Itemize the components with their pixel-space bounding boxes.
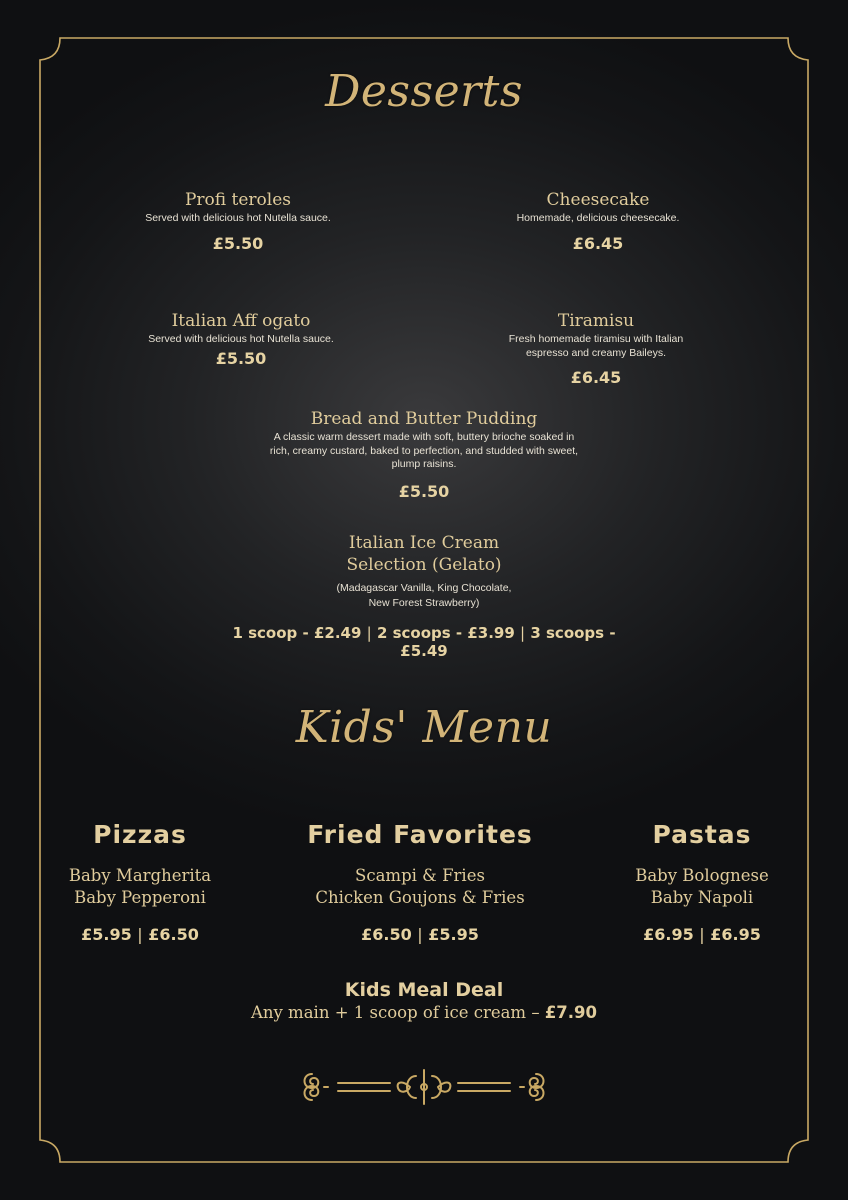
price-separator: | xyxy=(137,925,143,944)
dessert-desc: Served with delicious hot Nutella sauce. xyxy=(145,212,331,224)
kids-price: £6.95 xyxy=(710,925,761,944)
dessert-price: £5.50 xyxy=(398,481,450,501)
dessert-desc: Fresh homemade tiramisu with Italian espresso and creamy Baileys. xyxy=(508,333,684,359)
desserts-title: Desserts xyxy=(325,66,523,117)
dessert-desc: Homemade, delicious cheesecake. xyxy=(516,212,680,224)
deal-description: Any main + 1 scoop of ice cream – xyxy=(250,1003,545,1022)
kids-item: Chicken Goujons & Fries xyxy=(315,888,525,907)
dessert-item xyxy=(268,408,580,501)
gelato-name: Selection (Gelato) xyxy=(346,555,502,575)
kids-item: Baby Pepperoni xyxy=(74,888,206,907)
dessert-item xyxy=(488,189,708,253)
gelato-price: 2 scoops - £3.99 xyxy=(376,624,515,642)
kids-column-heading: Fried Favorites xyxy=(307,820,533,849)
kids-column-heading: Pastas xyxy=(652,820,752,849)
price-separator: | xyxy=(366,624,372,642)
deal-heading: Kids Meal Deal xyxy=(344,979,504,1001)
gelato-price: 1 scoop - £2.49 xyxy=(232,624,362,642)
dessert-price: £6.45 xyxy=(570,368,622,387)
deal-text xyxy=(0,1003,848,1022)
deal-price: £7.90 xyxy=(544,1003,598,1022)
kids-prices xyxy=(280,925,560,944)
kids-item: Scampi & Fries xyxy=(355,866,485,885)
dessert-item xyxy=(148,310,334,368)
dessert-price: £5.50 xyxy=(212,233,264,253)
kids-item: Baby Napoli xyxy=(650,888,754,907)
price-separator: | xyxy=(699,925,705,944)
dessert-name: Profi teroles xyxy=(184,190,292,210)
dessert-desc: Served with delicious hot Nutella sauce. xyxy=(148,333,334,345)
kids-item: Baby Bolognese xyxy=(635,866,769,885)
gelato-prices xyxy=(224,624,624,660)
flourish-ornament-icon xyxy=(298,1066,550,1108)
price-separator: | xyxy=(417,925,423,944)
gelato-item xyxy=(224,532,624,660)
dessert-name: Cheesecake xyxy=(546,190,650,210)
price-separator: | xyxy=(520,624,526,642)
kids-price: £5.95 xyxy=(81,925,132,944)
dessert-price: £6.45 xyxy=(572,233,624,253)
kids-price: £5.95 xyxy=(428,925,479,944)
dessert-name: Tiramisu xyxy=(557,311,635,331)
kids-item: Baby Margherita xyxy=(68,866,212,885)
kids-prices xyxy=(602,925,802,944)
kids-column-pastas xyxy=(602,820,802,944)
kids-price: £6.95 xyxy=(643,925,694,944)
kids-menu-title: Kids' Menu xyxy=(295,702,553,753)
kids-price: £6.50 xyxy=(148,925,199,944)
gelato-desc: (Madagascar Vanilla, King Chocolate, xyxy=(336,582,512,594)
dessert-price: £5.50 xyxy=(215,348,267,368)
kids-column-pizzas xyxy=(40,820,240,944)
gelato-desc: New Forest Strawberry) xyxy=(368,596,480,609)
dessert-item xyxy=(496,310,696,387)
kids-column-heading: Pizzas xyxy=(93,820,187,849)
dessert-item xyxy=(128,189,348,253)
gelato-price: 3 scoops - £5.49 xyxy=(400,624,616,660)
kids-column-fried xyxy=(280,820,560,944)
kids-prices xyxy=(40,925,240,944)
kids-price: £6.50 xyxy=(361,925,412,944)
dessert-desc: A classic warm dessert made with soft, buttery brioche soaked in rich, creamy custard, baked to perfection, and studded with sweet, plump raisins. xyxy=(269,431,579,470)
gelato-name: Italian Ice Cream xyxy=(348,533,500,553)
dessert-name: Italian Aff ogato xyxy=(171,311,311,331)
dessert-name: Bread and Butter Pudding xyxy=(310,409,538,429)
kids-meal-deal xyxy=(0,979,848,1022)
